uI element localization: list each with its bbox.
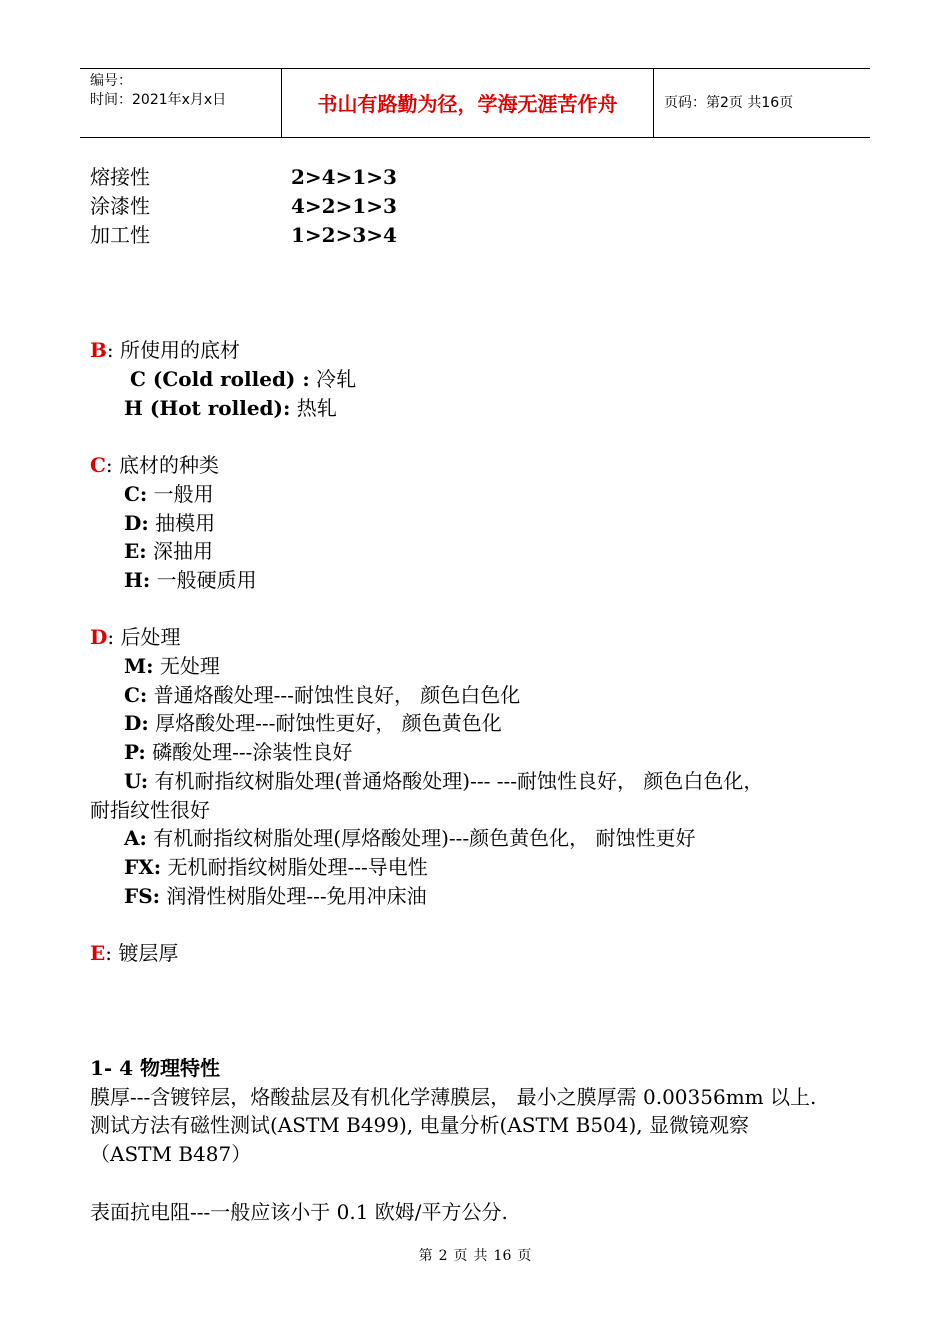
section-b-heading [90,336,240,364]
header-page-cell [654,69,870,137]
list-item: FS: 润滑性树脂处理---免用冲床油 [124,884,427,908]
list-item: H: 一般硬质用 [124,568,257,592]
list-item: A: 有机耐指纹树脂处理(厚烙酸处理)---颜色黄色化， 耐蚀性更好 [124,826,696,850]
paragraph-line: 测试方法有磁性测试(ASTM B499), 电量分析(ASTM B504), 显微镜观察 [90,1113,750,1137]
page-footer: 第 2 页 共 16 页 [418,1248,532,1264]
list-item: D: 抽模用 [124,511,216,535]
list-item-continuation: 耐指纹性很好 [90,798,210,822]
section-c-heading [90,451,219,479]
page-header [80,68,870,138]
list-item: D: 厚烙酸处理---耐蚀性更好， 颜色黄色化 [124,711,502,735]
section-title: : 镀层厚 [105,941,179,965]
paragraph-line: 表面抗电阻---一般应该小于 0.1 欧姆/平方公分. [90,1200,508,1224]
list-item: H (Hot rolled): 热轧 [124,396,337,420]
rating-label: 加工性 [90,223,150,247]
section-key: E [90,941,106,965]
list-item: C (Cold rolled) : 冷轧 [130,367,357,391]
doc-time-label: 时间：2021年x月x日 [90,92,227,108]
list-item: E: 深抽用 [124,539,213,563]
motto-text: 书山有路勤为径，学海无涯苦作舟 [317,92,618,116]
doc-number-label: 编号： [90,73,132,89]
rating-value: 2>4>1>3 [291,165,397,189]
section-title: : 后处理 [107,625,181,649]
list-item: C: 普通烙酸处理---耐蚀性良好， 颜色白色化 [124,683,521,707]
section-key: B [90,338,107,362]
rating-value: 1>2>3>4 [291,223,397,247]
list-item: M: 无处理 [124,654,220,678]
list-item: U: 有机耐指纹树脂处理(普通烙酸处理)--- ---耐蚀性良好， 颜色白色化， [124,769,764,793]
section-key: D [90,625,108,649]
header-page-info: 页码：第2页 共16页 [664,95,794,111]
list-item: FX: 无机耐指纹树脂处理---导电性 [124,855,428,879]
rating-value: 4>2>1>3 [291,194,397,218]
rating-label: 涂漆性 [90,194,150,218]
paragraph-line: （ASTM B487） [90,1142,252,1166]
section-title: : 底材的种类 [105,453,220,477]
footer-page-number: 2 [438,1248,448,1264]
section-d-heading [90,623,180,651]
list-item: P: 磷酸处理---涂装性良好 [124,740,353,764]
header-motto-cell [282,69,654,137]
footer-total-pages: 16 [493,1248,512,1264]
list-item: C: 一般用 [124,482,214,506]
section-key: C [90,453,106,477]
header-info-cell [80,69,282,137]
paragraph-line: 膜厚---含镀锌层，烙酸盐层及有机化学薄膜层， 最小之膜厚需 0.00356mm 以上. [90,1085,817,1109]
rating-label: 熔接性 [90,165,150,189]
section-title: : 所使用的底材 [106,338,241,362]
section-e-heading [90,939,178,967]
physical-heading: 1- 4 物理特性 [90,1056,221,1080]
